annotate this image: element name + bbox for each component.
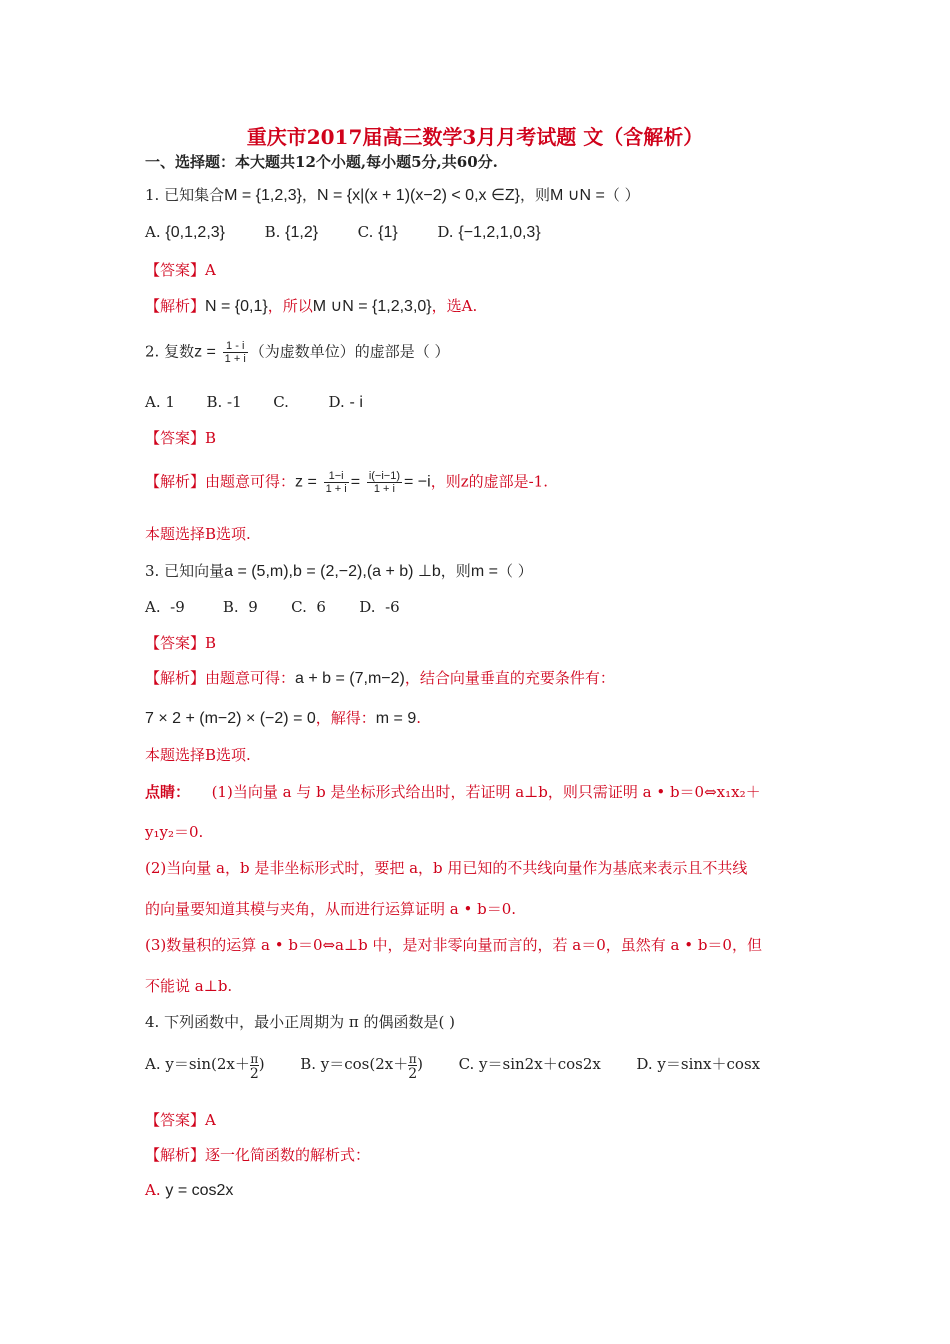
q3-then: ，则 [440,562,471,580]
q2-option-b: B. -1 [206,393,242,411]
q1-union: M ∪N = [550,187,605,204]
q1-analysis [145,296,477,317]
q1-paren: （ ） [604,186,640,204]
q2-frac-den: 1 + i [224,353,246,365]
tip-line-2: y₁y₂＝0. [145,823,204,841]
tip-line-1 [145,782,761,802]
q2-analysis-frac1-num: 1−i [324,470,349,483]
q4-option-b-pi-fraction [408,1053,417,1082]
q4-analysis-a-math: y = cos2x [165,1182,234,1199]
q2-analysis-frac1-den: 1 + i [325,483,347,495]
q3-conclusion: 本题选择B选项. [145,746,251,764]
q1-prefix: 1. 已知集合 [145,186,225,204]
q2-analysis-label: 【解析】由题意可得： [145,472,296,491]
q3-answer: 【答案】B [145,634,217,652]
q1-analysis-label: 【解析】 [145,297,206,315]
q3-m: m = [470,563,498,580]
q1-answer: 【答案】A [145,261,216,279]
q4-option-b-two: 2 [408,1066,418,1082]
q3-solve-end: . [416,709,422,727]
q2-prefix: 2. 复数 [145,342,195,361]
q2-frac-num: 1 - i [223,340,248,353]
q1-option-a: {0,1,2,3} [165,224,226,241]
q2-option-a: A. 1 [145,393,175,411]
tip-line-5: (3)数量积的运算 a • b＝0⇔a⊥b 中，是对非零向量而言的，若 a＝0，虽然有 a • b＝0，但 [145,936,762,954]
q1-set-m: M = {1,2,3} [224,187,302,204]
q2-analysis [145,470,548,495]
q4-analysis: 【解析】逐一化简函数的解析式： [145,1146,371,1164]
q2-suffix: （为虚数单位）的虚部是（ ） [249,342,450,361]
q2-z-eq: z = [194,343,216,361]
tip-line-6: 不能说 a⊥b. [145,977,233,995]
q4-option-a-text: A. y＝sin(2x＋ [145,1055,250,1073]
q3-analysis [145,668,615,689]
q3-prefix: 3. 已知向量 [145,562,225,580]
q3-paren: （ ） [497,562,533,580]
page-title: 重庆市2017届高三数学3月月考试题 文（含解析） [246,125,704,149]
q3-analysis-text: ，结合向量垂直的充要条件有： [404,669,615,687]
q2-conclusion: 本题选择B选项. [145,525,251,543]
q2-analysis-frac1 [324,470,349,495]
q1-option-b-label: B. [264,223,281,241]
q1-sep: ， [301,186,317,204]
question-3-stem [145,561,533,582]
q2-answer: 【答案】B [145,429,217,447]
q2-analysis-z: z = [295,473,317,491]
q2-option-c: C. [273,393,289,411]
section-heading: 一、选择题：本大题共12个小题,每小题5分,共60分. [145,153,498,171]
q4-analysis-a-label: A. [145,1181,161,1199]
q1-analysis-math1: N = {0,1} [205,298,268,315]
q3-vector-math: a = (5,m),b = (2,−2),(a + b) ⊥b [224,563,441,580]
q3-analysis-label: 【解析】由题意可得： [145,669,296,687]
question-3-options: A. -9 B. 9 C. 6 D. -6 [145,598,400,616]
question-2-stem [145,340,450,365]
q1-option-b: {1,2} [285,224,319,241]
q3-equation-line [145,708,421,729]
q4-option-c: C. y＝sin2x＋cos2x [458,1055,601,1073]
q1-option-d: {−1,2,1,0,3} [458,224,541,241]
q4-option-d: D. y＝sinx＋cosx [636,1055,761,1073]
tip-line-3: (2)当向量 a，b 是非坐标形式时，要把 a，b 用已知的不共线向量作为基底来表示且不共线 [145,859,748,877]
q2-analysis-frac2 [367,470,402,495]
q4-option-a-pi: π [250,1052,259,1066]
q4-option-a [145,1052,265,1082]
q1-analysis-mid: ，所以 [267,297,313,315]
q1-option-d-label: D. [437,223,454,241]
q4-option-b-text: B. y＝cos(2x＋ [300,1055,409,1073]
q1-option-c-label: C. [357,223,374,241]
q4-analysis-a [145,1180,233,1201]
question-1-options [145,222,541,243]
q4-option-a-close: ) [258,1055,265,1073]
question-4-stem: 4. 下列函数中，最小正周期为 π 的偶函数是( ) [145,1013,455,1031]
question-1-stem [145,185,640,206]
q3-analysis-math: a + b = (7,m−2) [295,670,405,687]
q2-analysis-result: = −i [404,473,431,491]
q3-equation: 7 × 2 + (m−2) × (−2) = 0 [145,710,316,727]
q1-option-c: {1} [378,224,398,241]
q1-option-a-label: A. [145,223,161,241]
q1-analysis-math2: M ∪N = {1,2,3,0} [312,298,432,315]
q2-option-d: - i [349,394,363,411]
q3-solve-label: ，解得： [315,709,376,727]
q4-option-b-pi: π [408,1052,417,1066]
q2-option-d-label: D. [328,393,345,411]
q2-analysis-frac2-den: 1 + i [373,483,395,495]
q1-then: ，则 [520,186,551,204]
q4-answer: 【答案】A [145,1111,216,1129]
tip-label: 点睛： [145,783,191,801]
q4-option-a-two: 2 [249,1066,259,1082]
q2-analysis-end: ，则z的虚部是-1. [430,472,548,491]
q2-analysis-eq: = [350,473,361,491]
tip-text-1: (1)当向量 a 与 b 是坐标形式给出时，若证明 a⊥b，则只需证明 a • b＝0⇔x₁x₂＋ [211,783,761,801]
q1-analysis-end: ，选A. [431,297,478,315]
question-2-options [145,392,363,413]
tip-line-4: 的向量要知道其模与夹角，从而进行运算证明 a • b＝0. [145,900,517,918]
q3-solve: m = 9 [375,710,417,727]
q4-option-a-pi-fraction [250,1053,259,1082]
q2-fraction [223,340,248,365]
q4-option-b [300,1052,424,1082]
q4-option-b-close: ) [417,1055,424,1073]
q1-set-n: N = {x|(x + 1)(x−2) < 0,x ∈Z} [316,187,521,204]
question-4-options [145,1046,760,1082]
q2-analysis-frac2-num: i(−i−1) [368,470,401,482]
